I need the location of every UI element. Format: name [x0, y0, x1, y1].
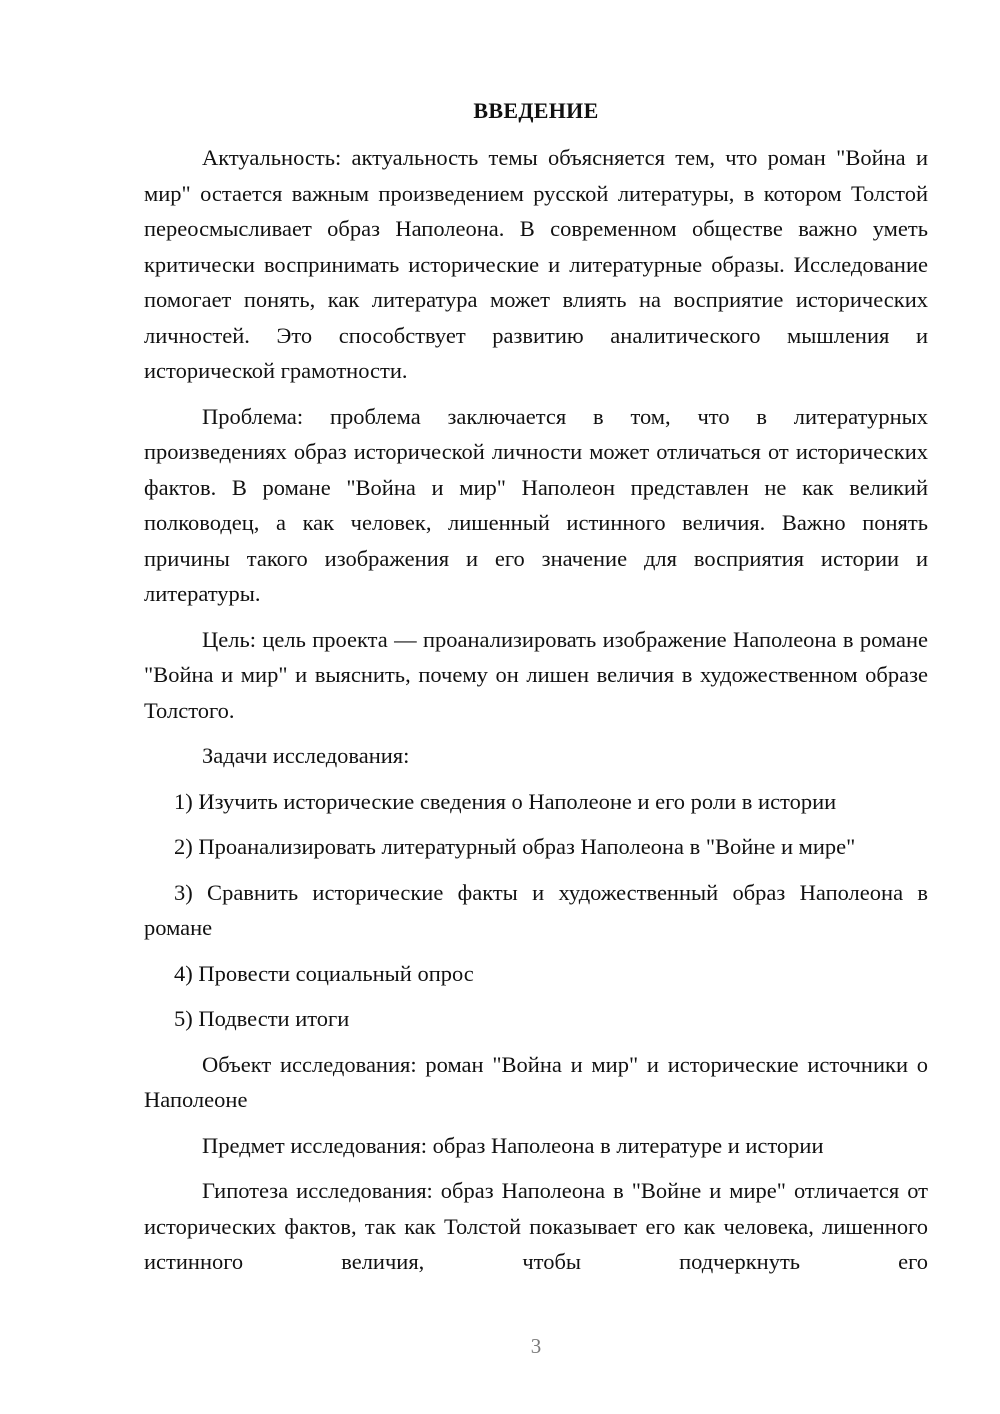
hypothesis-paragraph: Гипотеза исследования: образ Наполеона в "Войне и мире" отличается от исторических фактов, так как Толстой показывает его как человека, лишенного истинного величия, чтобы подчеркнуть его	[144, 1178, 928, 1274]
task-item: 5) Подвести итоги	[174, 1006, 350, 1031]
document-body	[144, 140, 928, 1290]
task-item: 2) Проанализировать литературный образ Наполеона в "Войне и мире"	[174, 834, 856, 859]
page-number: 3	[530, 1334, 542, 1358]
relevance-paragraph: Актуальность: актуальность темы объясняется тем, что роман "Война и мир" остается важным произведением русской литературы, в котором Толстой переосмысливает образ Наполеона. В современном обществе важно уметь критически воспринимать исторические и литературные образы. Исследование помогает понять, как литература может влиять на восприятие исторических личностей. Это способствует развитию аналитического мышления и исторической грамотности.	[144, 145, 928, 383]
problem-paragraph: Проблема: проблема заключается в том, что в литературных произведениях образ исторической личности может отличаться от исторических фактов. В романе "Война и мир" Наполеон представлен не как великий полководец, а как человек, лишенный истинного величия. Важно понять причины такого изображения и его значение для восприятия истории и литературы.	[144, 403, 928, 606]
task-item: 3) Сравнить исторические факты и художественный образ Наполеона в романе	[144, 879, 928, 940]
page-title: ВВЕДЕНИЕ	[473, 98, 599, 123]
goal-paragraph: Цель: цель проекта — проанализировать изображение Наполеона в романе "Война и мир" и выяснить, почему он лишен величия в художественном образе Толстого.	[144, 626, 928, 723]
tasks-heading: Задачи исследования:	[202, 743, 410, 768]
subject-paragraph: Предмет исследования: образ Наполеона в литературе и истории	[202, 1132, 824, 1158]
object-paragraph: Объект исследования: роман "Война и мир" и исторические источники о Наполеоне	[144, 1051, 928, 1112]
task-item: 1) Изучить исторические сведения о Наполеоне и его роли в истории	[174, 788, 837, 814]
task-item: 4) Провести социальный опрос	[174, 960, 474, 986]
